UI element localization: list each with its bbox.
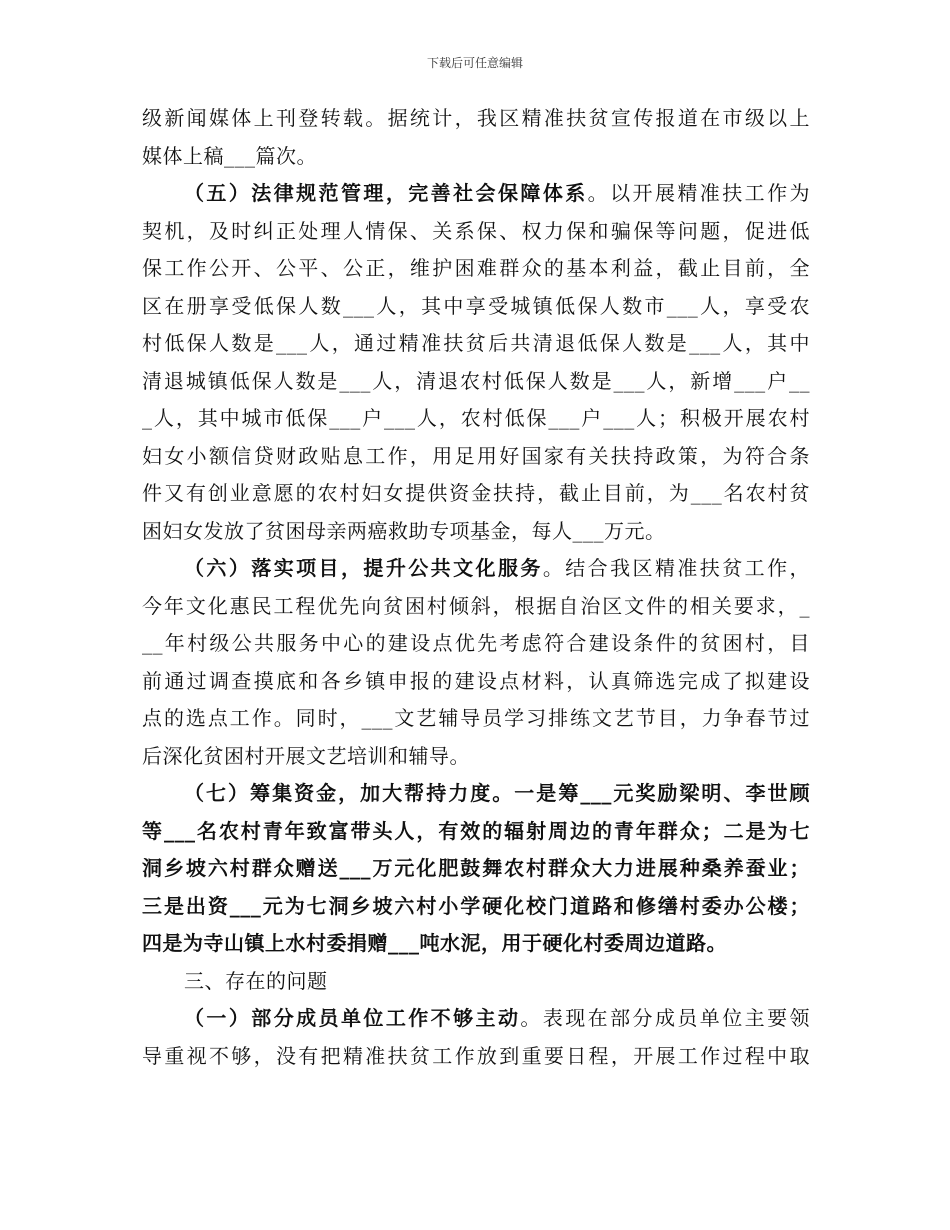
bold-heading-text: 等___名农村青年致富带头人，有效的辐射周边的青年群众；二是为七 [142,818,810,843]
text-line [142,475,810,513]
page-header: 下载后可任意编辑 [426,56,523,70]
body-text: 今年文化惠民工程优先向贫困村倾斜，根据自治区文件的相关要求，_ [142,593,810,618]
text-line [142,925,810,963]
body-text: 件又有创业意愿的农村妇女提供资金扶持，截止目前，为___名农村贫 [142,481,810,505]
text-line [142,663,810,701]
text-line [142,250,810,288]
body-text: _人，其中城市低保___户___人，农村低保___户___人；积极开展农村 [142,406,810,430]
body-text: 保工作公开、公平、公正，维护困难群众的基本利益，截止目前，全 [142,256,810,280]
body-text: 村低保人数是___人，通过精准扶贫后共清退低保人数是___人，其中 [142,331,810,355]
body-text: 三、存在的问题 [184,968,328,993]
body-text: 清退城镇低保人数是___人，清退农村低保人数是___人，新增___户__ [142,368,810,393]
body-text: 区在册享受低保人数___人，其中享受城镇低保人数市___人，享受农 [142,293,810,318]
bold-heading-text: 四是为寺山镇上水村委捐赠___吨水泥，用于硬化村委周边道路。 [142,931,727,955]
body-text: 妇女小额信贷财政贴息工作，用足用好国家有关扶持政策，为符合条 [142,443,810,468]
document-body [142,100,810,1075]
text-line [142,738,810,776]
body-text: 前通过调查摸底和各乡镇申报的建设点材料，认真筛选完成了拟建设 [142,668,810,693]
text-line [142,363,810,401]
text-line [142,813,810,851]
text-line [142,588,810,626]
text-line [142,175,810,213]
text-line [142,1038,810,1076]
text-line [142,288,810,326]
bold-heading-text: （一）部分成员单位工作不够主动 [184,1006,521,1030]
body-text: 点的选点工作。同时，___文艺辅导员学习排练文艺节目，力争春节过 [142,706,810,730]
text-line [142,888,810,926]
body-text: 。表现在部分成员单位主要领 [520,1006,811,1030]
body-text: 困妇女发放了贫困母亲两癌救助专项基金，每人___万元。 [142,518,666,543]
bold-heading-text: 三是出资___元为七洞乡坡六村小学硬化校门道路和修缮村委办公楼； [142,893,810,918]
text-line [142,100,810,138]
bold-heading-text: （七）筹集资金，加大帮持力度。一是筹___元奖励梁明、李世顾 [184,781,810,805]
body-text: 媒体上稿___篇次。 [142,143,317,168]
text-line [142,850,810,888]
bold-heading-text: （六）落实项目，提升公共文化服务 [184,556,543,580]
text-line [142,513,810,551]
text-line [142,400,810,438]
text-line [142,550,810,588]
text-line [142,213,810,251]
body-text: 级新闻媒体上刊登转载。据统计，我区精准扶贫宣传报道在市级以上 [142,106,810,130]
body-text: 导重视不够，没有把精准扶贫工作放到重要日程，开展工作过程中取 [142,1043,810,1068]
bold-heading-text: 洞乡坡六村群众赠送___万元化肥鼓舞农村群众大力进展种桑养蚕业； [142,856,810,880]
text-line [142,625,810,663]
body-text: 。结合我区精准扶贫工作， [542,556,811,580]
text-line [142,963,810,1001]
text-line [142,1000,810,1038]
body-text: 。以开展精准扶工作为 [587,181,811,205]
bold-heading-text: （五）法律规范管理，完善社会保障体系 [184,181,588,205]
text-line [142,775,810,813]
text-line [142,700,810,738]
text-line [142,325,810,363]
text-line [142,438,810,476]
text-line [142,138,810,176]
body-text: 后深化贫困村开展文艺培训和辅导。 [142,743,470,768]
body-text: 契机，及时纠正处理人情保、关系保、权力保和骗保等问题，促进低 [142,218,810,243]
body-text: __年村级公共服务中心的建设点优先考虑符合建设条件的贫困村，目 [142,631,810,655]
